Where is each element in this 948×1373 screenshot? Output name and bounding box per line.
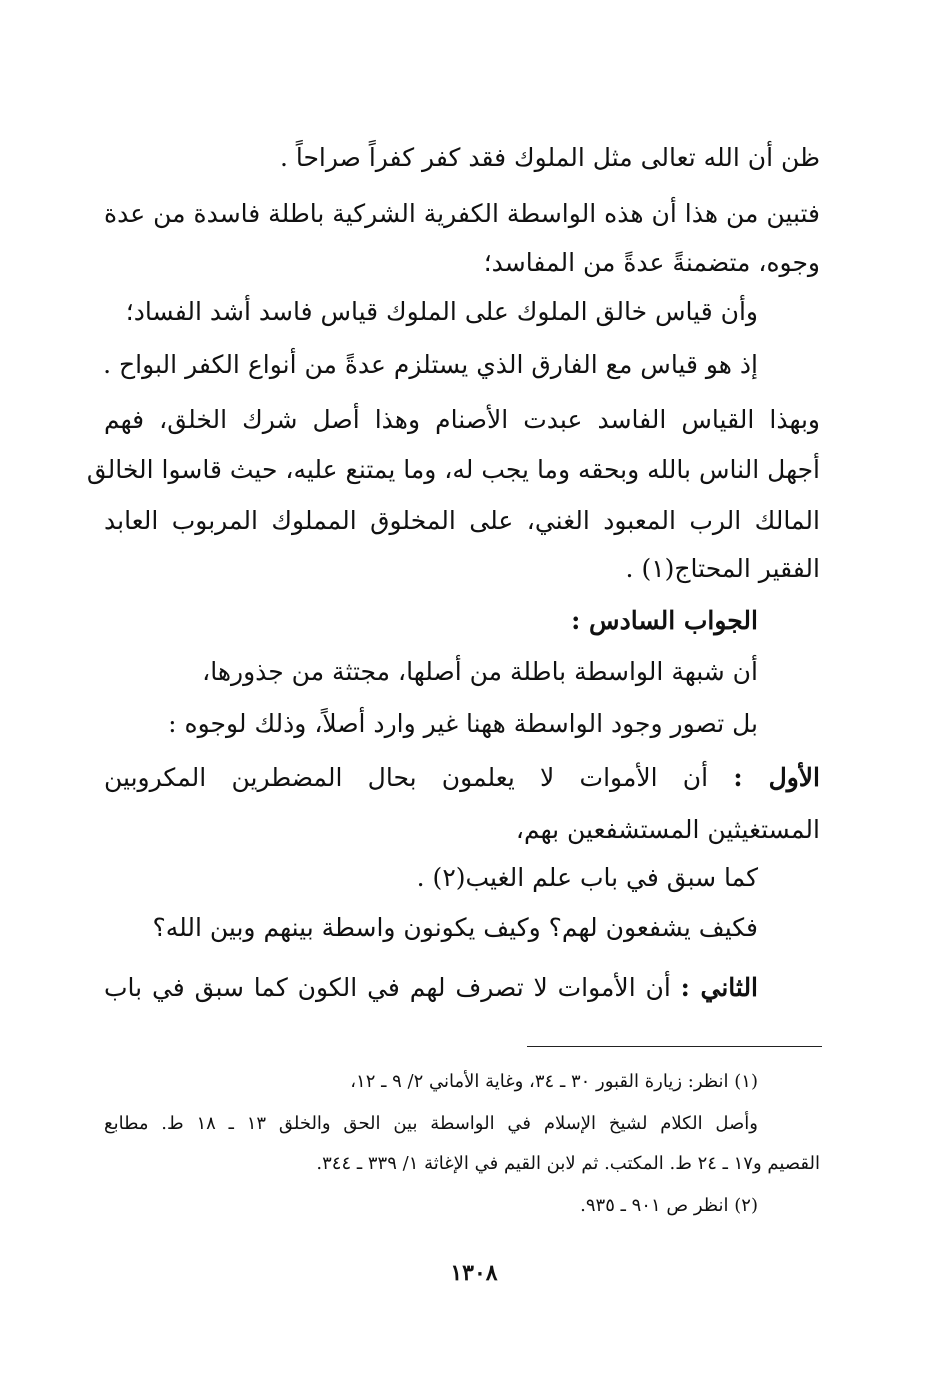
text-line: فتبين من هذا أن هذه الواسطة الكفرية الشركية باطلة فاسدة من عدة <box>104 199 820 228</box>
text-line: أن شبهة الواسطة باطلة من أصلها، مجتثة من جذورها، <box>202 657 758 686</box>
page-number: ١٣٠٨ <box>450 1260 498 1286</box>
section-heading: الجواب السادس : <box>571 606 758 635</box>
text-line: إذ هو قياس مع الفارق الذي يستلزم عدةً من أنواع الكفر البواح . <box>103 350 758 379</box>
text-line: وجوه، متضمنةً عدةً من المفاسد؛ <box>483 248 820 277</box>
text-line: بل تصور وجود الواسطة ههنا غير وارد أصلاً، وذلك لوجوه : <box>168 709 758 738</box>
point-label: الأول : <box>733 763 821 792</box>
footnote-line: وأصل الكلام لشيخ الإسلام في الواسطة بين الحق والخلق ١٣ ـ ١٨ ط. مطابع <box>104 1113 758 1134</box>
footnote-separator <box>527 1046 822 1047</box>
text-line: كما سبق في باب علم الغيب(٢) . <box>416 863 758 892</box>
text-line: وبهذا القياس الفاسد عبدت الأصنام وهذا أصل شرك الخلق، فهم <box>104 405 820 434</box>
footnote-line: (٢) انظر ص ٩٠١ ـ ٩٣٥. <box>580 1195 758 1216</box>
point-text: أن الأموات لا تصرف لهم في الكون كما سبق في باب <box>104 973 671 1002</box>
footnote-line: (١) انظر: زيارة القبور ٣٠ ـ ٣٤، وغاية الأماني ٢/ ٩ ـ ١٢، <box>350 1071 758 1092</box>
text-line: أجهل الناس بالله وبحقه وما يجب له، وما يمتنع عليه، حيث قاسوا الخالق <box>86 455 820 484</box>
text-line: وأن قياس خالق الملوك على الملوك قياس فاسد أشد الفساد؛ <box>125 297 758 326</box>
text-line: فكيف يشفعون لهم؟ وكيف يكونون واسطة بينهم وبين الله؟ <box>152 913 758 942</box>
text-line: ظن أن الله تعالى مثل الملوك فقد كفر كفراً صراحاً . <box>279 143 820 172</box>
text-line: الفقير المحتاج(١) . <box>625 554 820 583</box>
point-first <box>104 760 820 796</box>
point-label: الثاني : <box>680 973 759 1002</box>
footnote-line: القصيم و١٧ ـ ٢٤ ط. المكتب. ثم لابن القيم في الإغاثة ١/ ٣٣٩ ـ ٣٤٤. <box>316 1153 820 1174</box>
text-line: المالك الرب المعبود الغني، على المخلوق المملوك المربوب العابد <box>104 506 820 535</box>
point-second <box>104 970 758 1006</box>
point-text: أن الأموات لا يعلمون بحال المضطرين المكروبين <box>104 763 709 792</box>
text-line: المستغيثين المستشفعين بهم، <box>515 815 820 844</box>
